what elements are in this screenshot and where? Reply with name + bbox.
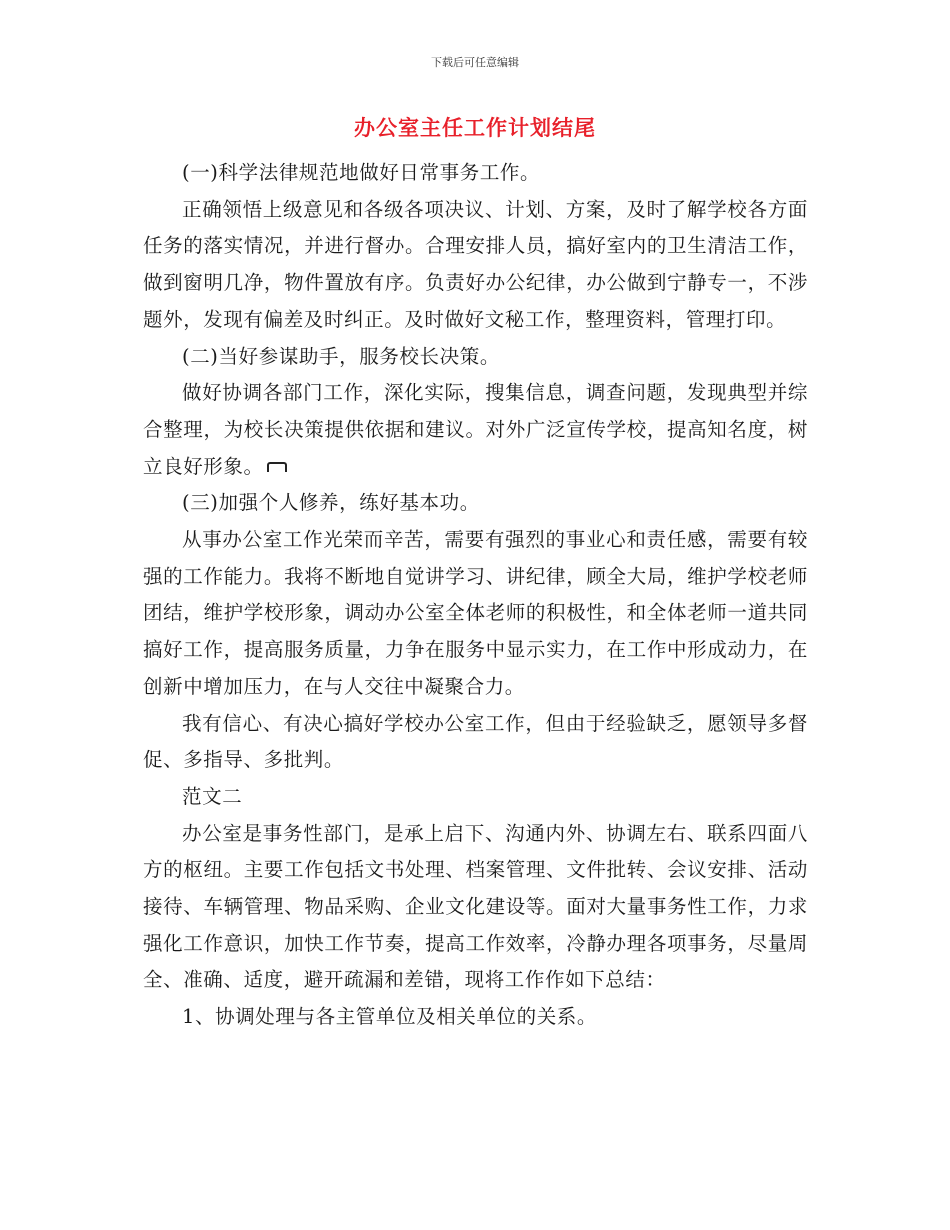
document-title: 办公室主任工作计划结尾: [354, 116, 596, 140]
document-body: [143, 155, 808, 1036]
paragraph: 从事办公室工作光荣而辛苦，需要有强烈的事业心和责任感，需要有较强的工作能力。我将不断地自觉讲学习、讲纪律，顾全大局，维护学校老师团结，维护学校形象，调动办公室全体老师的积极性，和全体老师一道共同搞好工作，提高服务质量，力争在服务中显示实力，在工作中形成动力，在创新中增加压力，在与人交往中凝聚合力。: [143, 528, 808, 698]
paragraph: (三)加强个人修养，练好基本功。: [182, 491, 480, 515]
paragraph: (二)当好参谋助手，服务校长决策。: [182, 344, 500, 368]
paragraph: [143, 375, 808, 485]
paragraph: 我有信心、有决心搞好学校办公室工作，但由于经验缺乏，愿领导多督促、多指导、多批判。: [143, 711, 808, 772]
paragraph-return-mark-icon: [267, 462, 287, 472]
paragraph: (一)科学法律规范地做好日常事务工作。: [182, 161, 541, 184]
paragraph: 办公室是事务性部门，是承上启下、沟通内外、协调左右、联系四面八方的枢纽。主要工作包括文书处理、档案管理、文件批转、会议安排、活动接待、车辆管理、物品采购、企业文化建设等。面对大量事务性工作，力求强化工作意识，加快工作节奏，提高工作效率，冷静办理各项事务，尽量周全、准确、适度，避开疏漏和差错，现将工作作如下总结：: [143, 821, 808, 992]
page-header: 下载后可任意编辑: [431, 56, 519, 69]
paragraph: 1、协调处理与各主管单位及相关单位的关系。: [182, 1005, 598, 1029]
paragraph-text: 做好协调各部门工作，深化实际，搜集信息，调查问题，发现典型并综合整理，为校长决策提供依据和建议。对外广泛宣传学校，提高知名度，树立良好形象。: [143, 381, 808, 478]
paragraph: 正确领悟上级意见和各级各项决议、计划、方案，及时了解学校各方面任务的落实情况，并进行督办。合理安排人员，搞好室内的卫生清洁工作，做到窗明几净，物件置放有序。负责好办公纪律，办公做到宁静专一，不涉题外，发现有偏差及时纠正。及时做好文秘工作，整理资料，管理打印。: [143, 197, 808, 331]
paragraph: 范文二: [182, 784, 243, 808]
